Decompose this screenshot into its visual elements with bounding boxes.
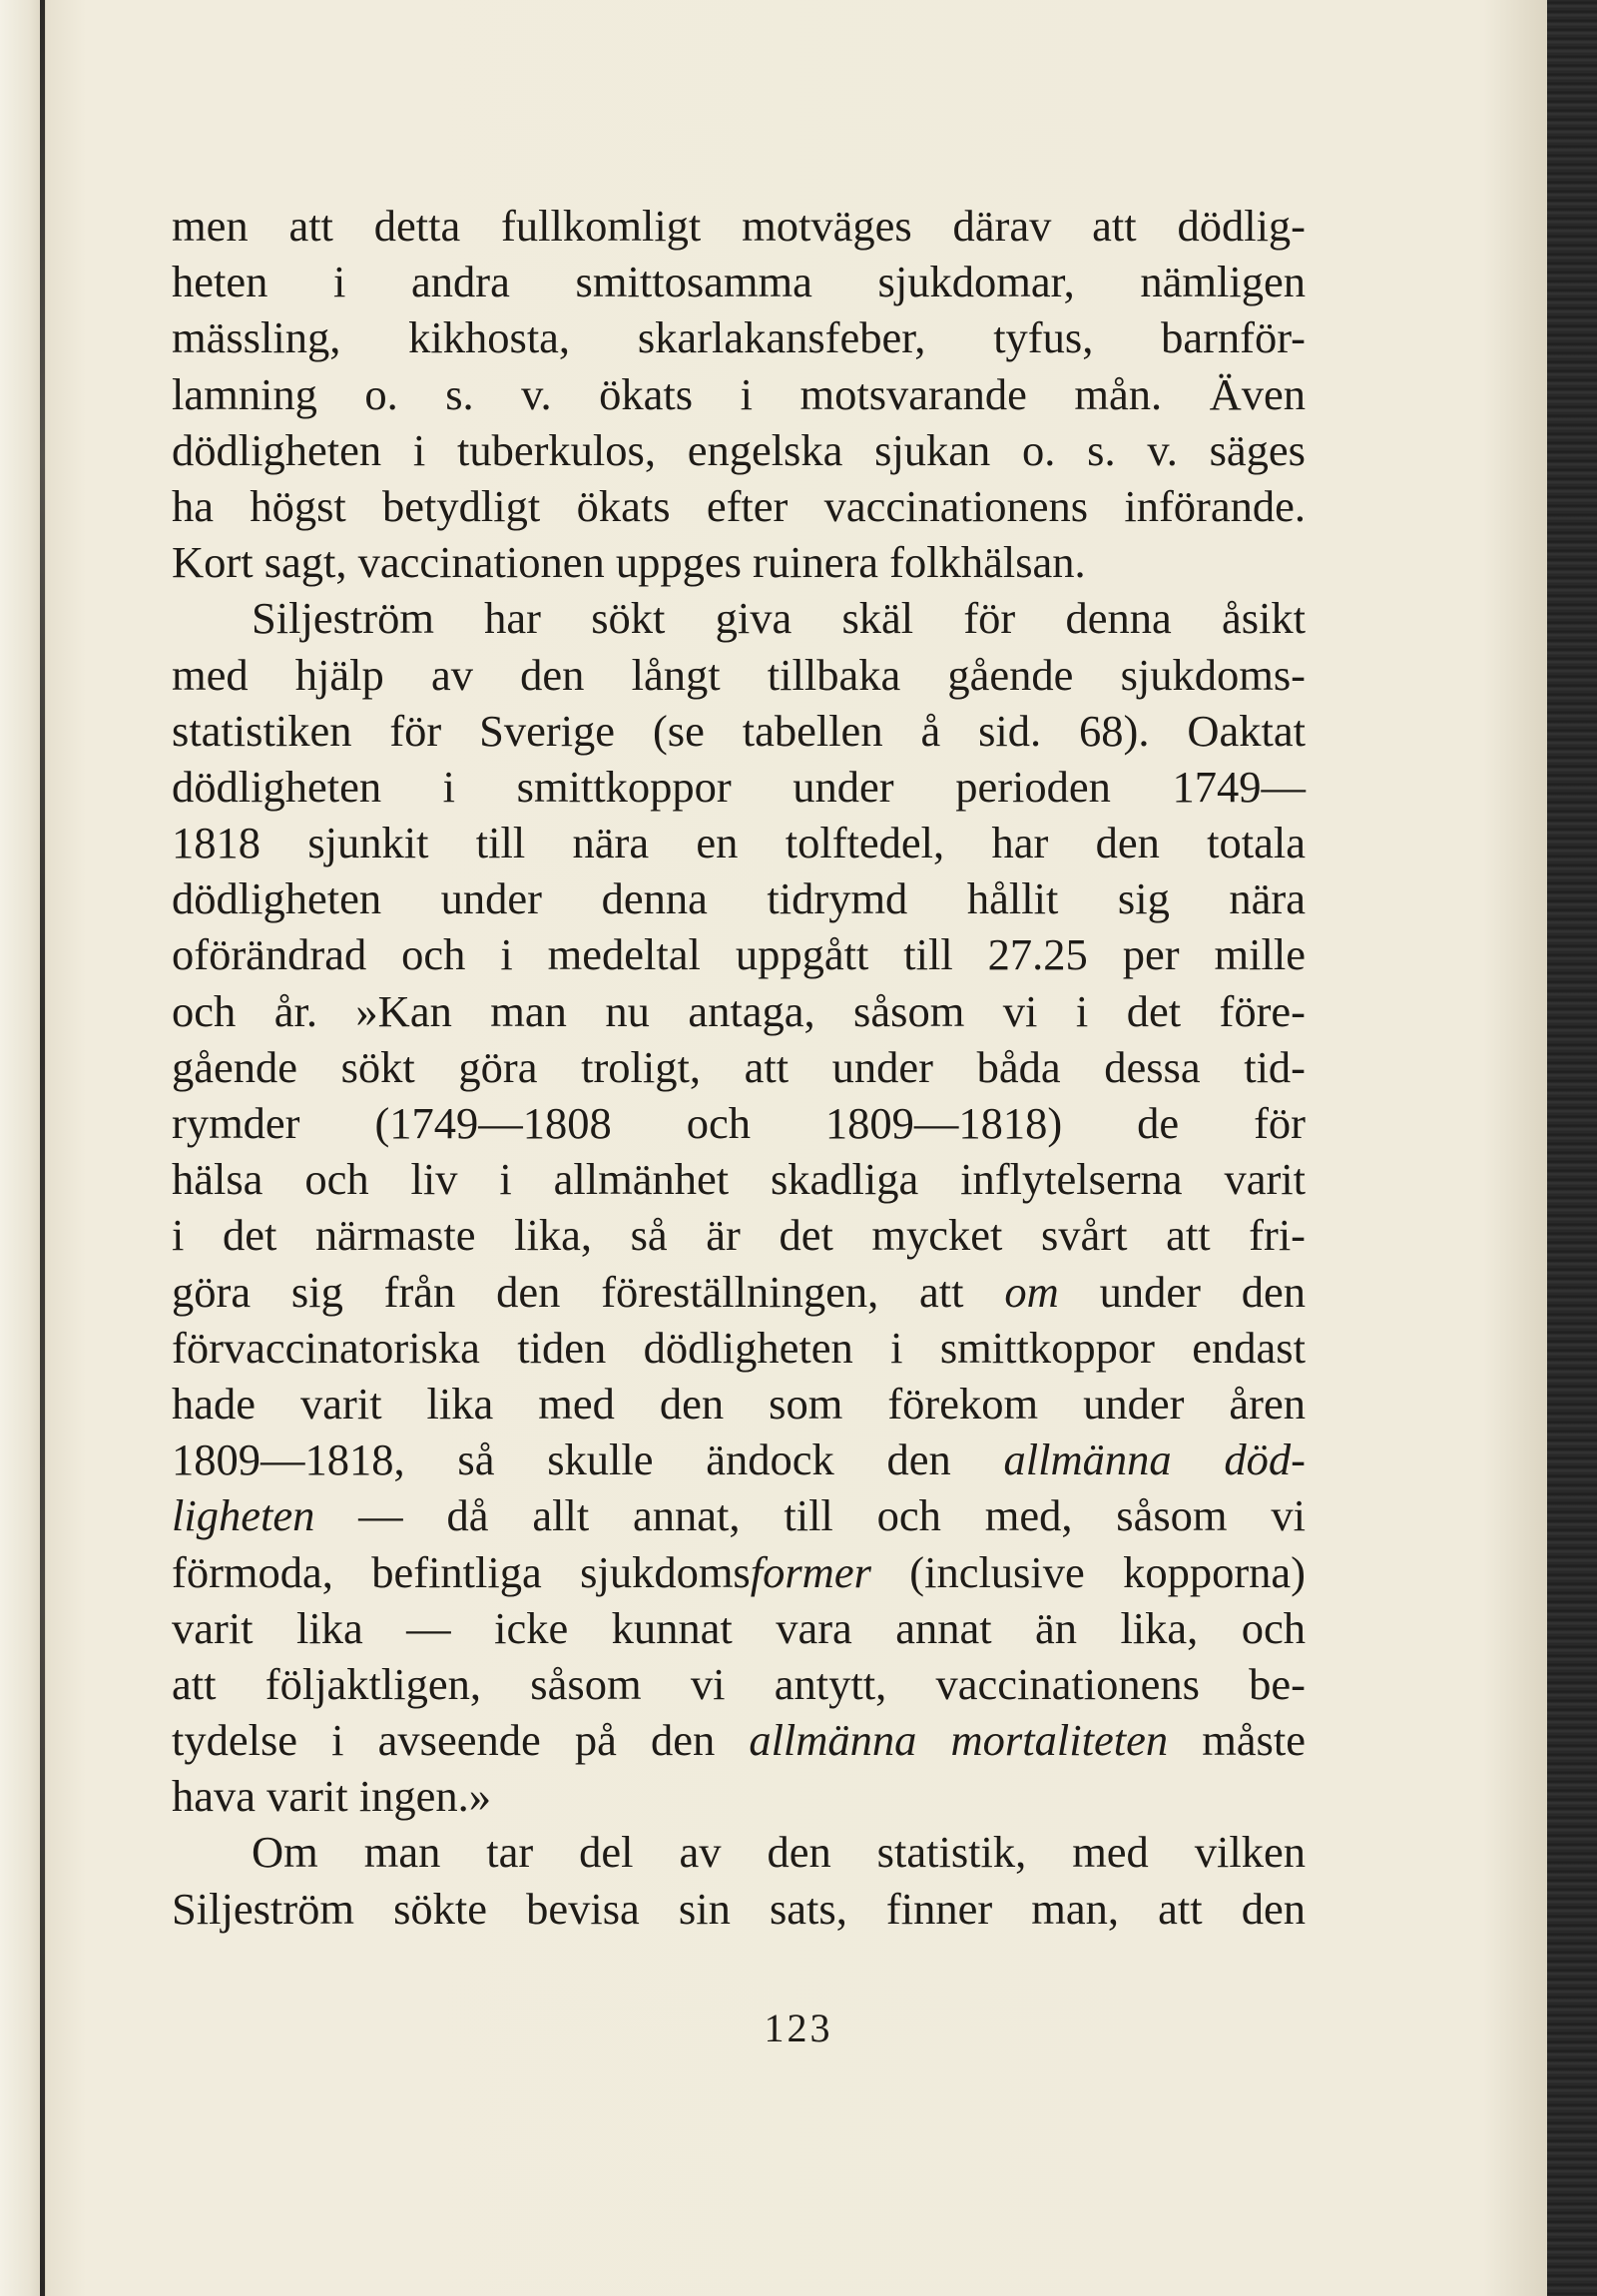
- text-line: hälsa och liv i allmänhet skadliga inflytelserna varit: [172, 1154, 1306, 1205]
- text-line: varit lika — icke kunnat vara annat än lika, och: [172, 1602, 1306, 1653]
- text-line: mässling, kikhosta, skarlakansfeber, tyfus, barnför-: [172, 312, 1306, 363]
- text-segment: göra sig från den föreställningen, att: [172, 1266, 1005, 1317]
- text-segment: tydelse i avseende på den: [172, 1715, 750, 1766]
- text-line: dödligheten under denna tidrymd hållit sig nära: [172, 873, 1306, 924]
- text-segment: måste: [1168, 1715, 1306, 1766]
- page-binding-edge: [0, 0, 46, 2296]
- text-line: och år. »Kan man nu antaga, såsom vi i det före-: [172, 985, 1306, 1036]
- text-segment: (inclusive kopporna): [870, 1546, 1306, 1597]
- binding-shadow: [40, 0, 45, 2296]
- text-line: Siljeström har sökt giva skäl för denna åsikt: [252, 593, 1306, 644]
- text-line: Om man tar del av den statistik, med vilken: [252, 1827, 1306, 1878]
- text-line: Kort sagt, vaccinationen uppges ruinera folkhälsan.: [172, 537, 1086, 588]
- text-line: [172, 1432, 1306, 1487]
- text-line: Siljeström sökte bevisa sin sats, finner man, att den: [172, 1883, 1306, 1934]
- text-line: gående sökt göra troligt, att under båda dessa tid-: [172, 1041, 1306, 1092]
- text-line: i det närmaste lika, så är det mycket svårt att fri-: [172, 1210, 1306, 1261]
- text-segment: förmoda, befintliga sjukdoms: [172, 1546, 751, 1597]
- text-line: rymder (1749—1808 och 1809—1818) de för: [172, 1098, 1306, 1148]
- text-line: heten i andra smittosamma sjukdomar, nämligen: [172, 257, 1306, 307]
- text-line: men att detta fullkomligt motväges därav att dödlig-: [172, 201, 1306, 251]
- text-segment: under den: [1058, 1266, 1306, 1317]
- text-line: att följaktligen, såsom vi antytt, vaccinationens be-: [172, 1658, 1306, 1709]
- text-line: [172, 1544, 1306, 1600]
- text-segment: — då allt annat, till och med, såsom vi: [314, 1490, 1306, 1541]
- page-number: 123: [764, 2006, 833, 2050]
- text-line: 1818 sjunkit till nära en tolftedel, har den totala: [172, 818, 1306, 868]
- text-line: oförändrad och i medeltal uppgått till 27.25 per mille: [172, 929, 1306, 980]
- body-text: [172, 198, 1306, 1937]
- italic-segment: allmänna mortaliteten: [749, 1715, 1169, 1766]
- text-line: dödligheten i tuberkulos, engelska sjukan o. s. v. säges: [172, 424, 1306, 475]
- italic-segment: om: [1004, 1266, 1059, 1317]
- text-line: ha högst betydligt ökats efter vaccinationens införande.: [172, 480, 1306, 531]
- text-line: [172, 1264, 1306, 1320]
- text-line: hade varit lika med den som förekom under åren: [172, 1378, 1306, 1429]
- italic-segment: former: [750, 1546, 871, 1597]
- text-line: förvaccinatoriska tiden dödligheten i smittkoppor endast: [172, 1322, 1306, 1373]
- text-line: [172, 1487, 1306, 1543]
- italic-segment: ligheten: [172, 1490, 315, 1541]
- text-line: [172, 1712, 1306, 1768]
- book-cover-edge: [1547, 0, 1597, 2296]
- text-line: med hjälp av den långt tillbaka gående sjukdoms-: [172, 649, 1306, 700]
- text-line: lamning o. s. v. ökats i motsvarande mån. Även: [172, 368, 1306, 419]
- text-line: dödligheten i smittkoppor under perioden 1749—: [172, 761, 1306, 812]
- text-segment: 1809—1818, så skulle ändock den: [172, 1435, 1004, 1485]
- text-line: statistiken för Sverige (se tabellen å sid. 68). Oaktat: [172, 705, 1306, 756]
- text-line: hava varit ingen.»: [172, 1771, 492, 1822]
- italic-segment: allmänna död-: [1003, 1435, 1306, 1485]
